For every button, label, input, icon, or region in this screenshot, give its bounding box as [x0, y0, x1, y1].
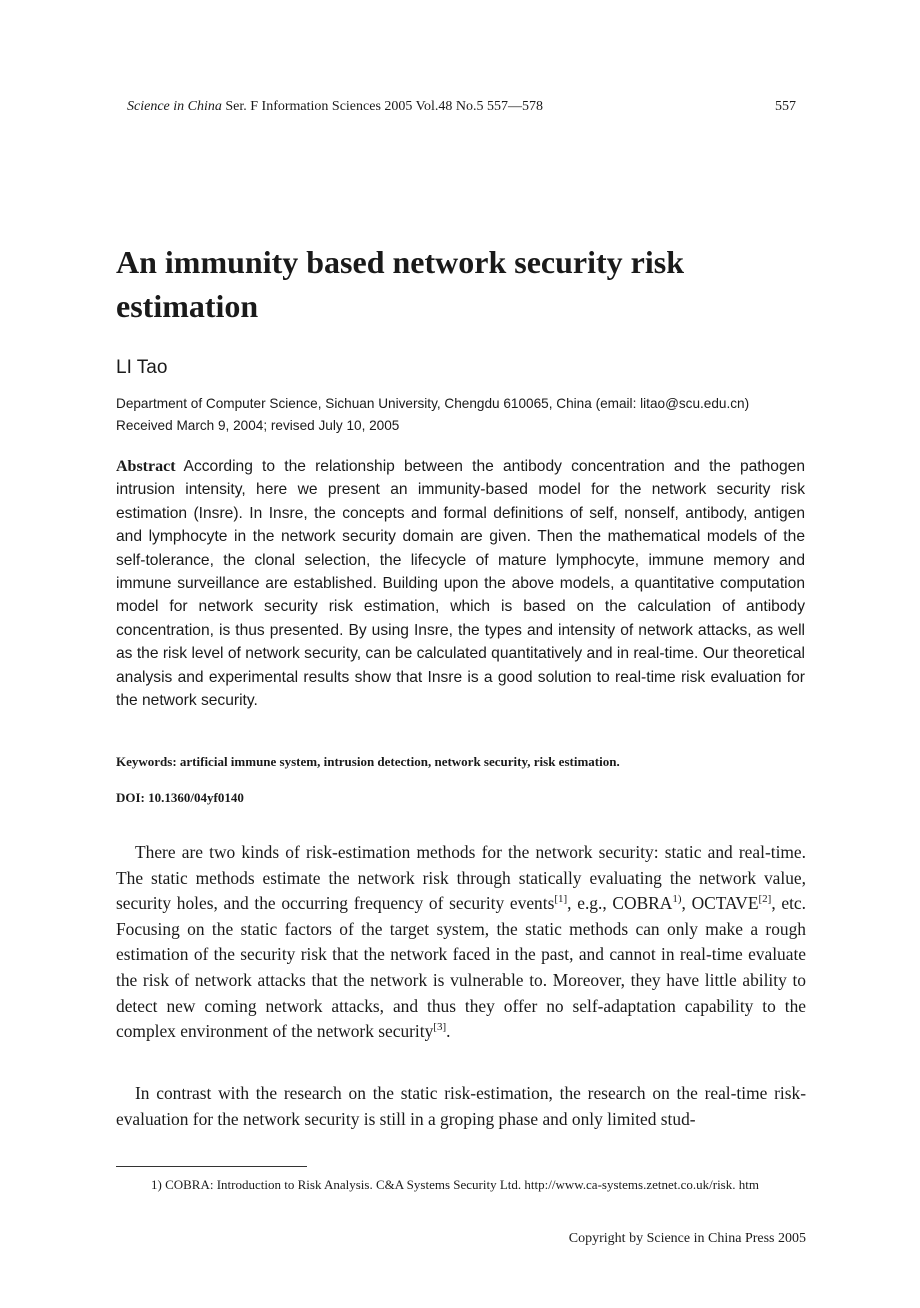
copyright-notice: Copyright by Science in China Press 2005 — [568, 1231, 806, 1246]
body-text-segment: There are two kinds of risk-estimation methods for the network security: static and real-time. The static methods estimate the network risk through statically evaluating the network value, security holes, and the occurring frequency of security events — [116, 842, 806, 914]
footnote-marker: 1) — [672, 893, 682, 906]
footnote-divider — [116, 1166, 307, 1167]
keywords: Keywords: artificial immune system, intrusion detection, network security, risk estimation. — [116, 754, 620, 769]
citation-ref: [3] — [433, 1021, 447, 1034]
abstract-label: Abstract — [116, 458, 176, 475]
affiliation: Department of Computer Science, Sichuan University, Chengdu 610065, China (email: litao@scu.edu.cn) — [116, 396, 750, 411]
citation-ref: [1] — [554, 893, 568, 906]
received-dates: Received March 9, 2004; revised July 10, 2005 — [116, 418, 400, 433]
body-paragraph-1 — [116, 840, 806, 1045]
doi: DOI: 10.1360/04yf0140 — [116, 790, 244, 805]
body-paragraph-2: In contrast with the research on the static risk-estimation, the research on the real-time risk-evaluation for the network security is still in a groping phase and only limited stud- — [116, 1083, 806, 1129]
journal-series: Ser. F Information Sciences 2005 Vol.48 No.5 557—578 — [225, 99, 543, 114]
body-text-segment: . — [446, 1021, 451, 1042]
running-header — [127, 98, 796, 116]
paper-title: An immunity based network security risk estimation — [116, 244, 685, 324]
body-text-segment: , OCTAVE — [681, 893, 759, 914]
citation-ref: [2] — [758, 893, 772, 906]
author-name: LI Tao — [116, 357, 168, 378]
footnote: 1) COBRA: Introduction to Risk Analysis. C&A Systems Security Ltd. http://www.ca-systems.zetnet.co.uk/risk. htm — [151, 1177, 759, 1192]
journal-name: Science in China — [127, 99, 222, 114]
body-text-segment: , e.g., COBRA — [567, 893, 673, 914]
abstract — [116, 455, 805, 712]
affiliation-block — [116, 393, 816, 437]
body-text-segment: , etc. Focusing on the static factors of the target system, the static methods can only make a rough estimation of the security risk that the network faced in the past, and cannot in real-time evaluate the risk of network attacks that the network is vulnerable to. Moreover, they have little ability to detect new coming network attacks, and thus they offer no self-adaptation capability to the complex environment of the network security — [116, 893, 806, 1042]
abstract-text: According to the relationship between the antibody concentration and the pathogen intrusion intensity, here we present an immunity-based model for the network security risk estimation (Insre). In Insre, the concepts and formal definitions of self, nonself, antibody, antigen and lymphocyte in the network security domain are given. Then the mathematical models of the self-tolerance, the clonal selection, the lifecycle of mature lymphocyte, immune memory and immune surveillance are established. Building upon the above models, a quantitative computation model for network security risk estimation, which is based on the calculation of antibody concentration, is thus presented. By using Insre, the types and intensity of network attacks, as well as the risk level of network security, can be calculated quantitatively and in real-time. Our theoretical analysis and experimental results show that Insre is a good solution to real-time risk evaluation for the network security. — [116, 458, 805, 710]
page-number: 557 — [775, 99, 796, 114]
